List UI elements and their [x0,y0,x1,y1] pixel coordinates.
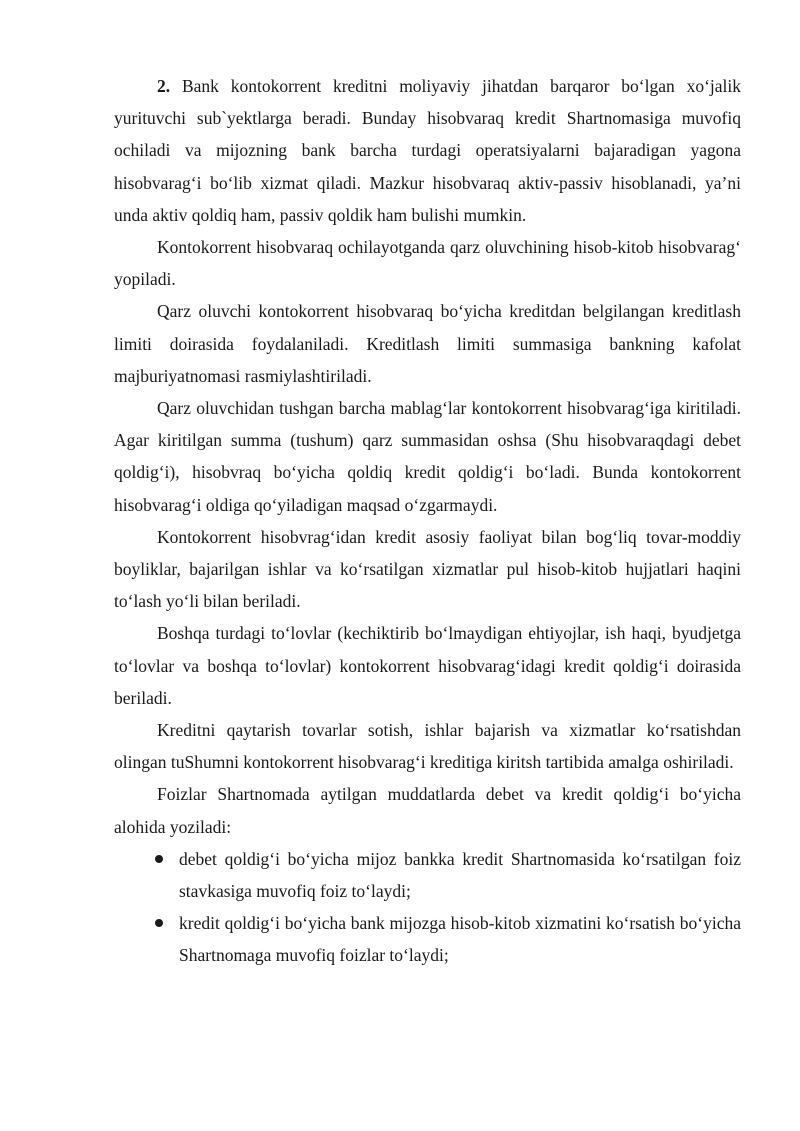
paragraph-5: Kontokorrent hisobvrag‘idan kredit asosiy faoliyat bilan bog‘liq tovar-moddiy boyliklar, bajarilgan ishlar va ko‘rsatilgan xizmatlar pul hisob-kitob hujjatlari haqini to‘lash yo‘li bilan beriladi. [114,526,741,612]
bullet-list [114,843,741,972]
paragraph-4: Qarz oluvchidan tushgan barcha mablag‘lar kontokorrent hisobvarag‘iga kiritiladi. Agar kiritilgan summa (tushum) qarz summasidan oshsa (Shu hisobvaraqdagi debet qoldig‘i), hisobvraq bo‘yicha qoldiq kredit qoldig‘i bo‘ladi. Bunda kontokorrent hisobvarag‘i oldiga qo‘yiladigan maqsad o‘zgarmaydi. [114,398,741,515]
paragraph-8: Foizlar Shartnomada aytilgan muddatlarda debet va kredit qoldig‘i bo‘yicha alohida yoziladi: [114,784,741,837]
paragraph-2: Kontokorrent hisobvaraq ochilayotganda qarz oluvchining hisob-kitob hisobvarag‘ yopiladi. [114,237,741,290]
paragraph-3: Qarz oluvchi kontokorrent hisobvaraq bo‘yicha kreditdan belgilangan kreditlash limiti doirasida foydalaniladi. Kreditlash limiti summasiga bankning kafolat majburiyatnomasi rasmiylashtiriladi. [114,301,741,386]
list-item [114,907,741,971]
list-item-text: kredit qoldig‘i bo‘yicha bank mijozga hisob-kitob xizmatini ko‘rsatish bo‘yicha Shartnomaga muvofiq foizlar to‘laydi; [179,913,741,966]
paragraph-1 [114,70,741,231]
paragraph-number: 2. [157,76,171,96]
bullet-icon [155,919,163,927]
paragraph-7: Kreditni qaytarish tovarlar sotish, ishlar bajarish va xizmatlar ko‘rsatishdan olingan tuShumni kontokorrent hisobvarag‘i kreditiga kiritsh tartibida amalga oshiriladi. [114,720,741,773]
paragraph-6: Boshqa turdagi to‘lovlar (kechiktirib bo‘lmaydigan ehtiyojlar, ish haqi, byudjetga to‘lovlar va boshqa to‘lovlar) kontokorrent hisobvarag‘idagi kredit qoldig‘i doirasida beriladi. [114,623,741,708]
bullet-icon [155,855,163,863]
document-page [114,70,741,972]
list-item [114,843,741,907]
list-item-text: debet qoldig‘i bo‘yicha mijoz bankka kredit Shartnomasida ko‘rsatilgan foiz stavkasiga muvofiq foiz to‘laydi; [179,848,741,902]
paragraph-text: Bank kontokorrent kreditni moliyaviy jihatdan barqaror bo‘lgan xo‘jalik yurituvchi sub`yektlarga beradi. Bunday hisobvaraq kredit Shartnomasiga muvofiq ochiladi va mijozning bank barcha turdagi operatsiyalarni bajaradigan yagona hisobvarag‘i bo‘lib xizmat qiladi. Mazkur hisobvaraq aktiv-passiv hisoblanadi, ya’ni unda aktiv qoldiq ham, passiv qoldik ham bulishi mumkin. [114,76,741,225]
